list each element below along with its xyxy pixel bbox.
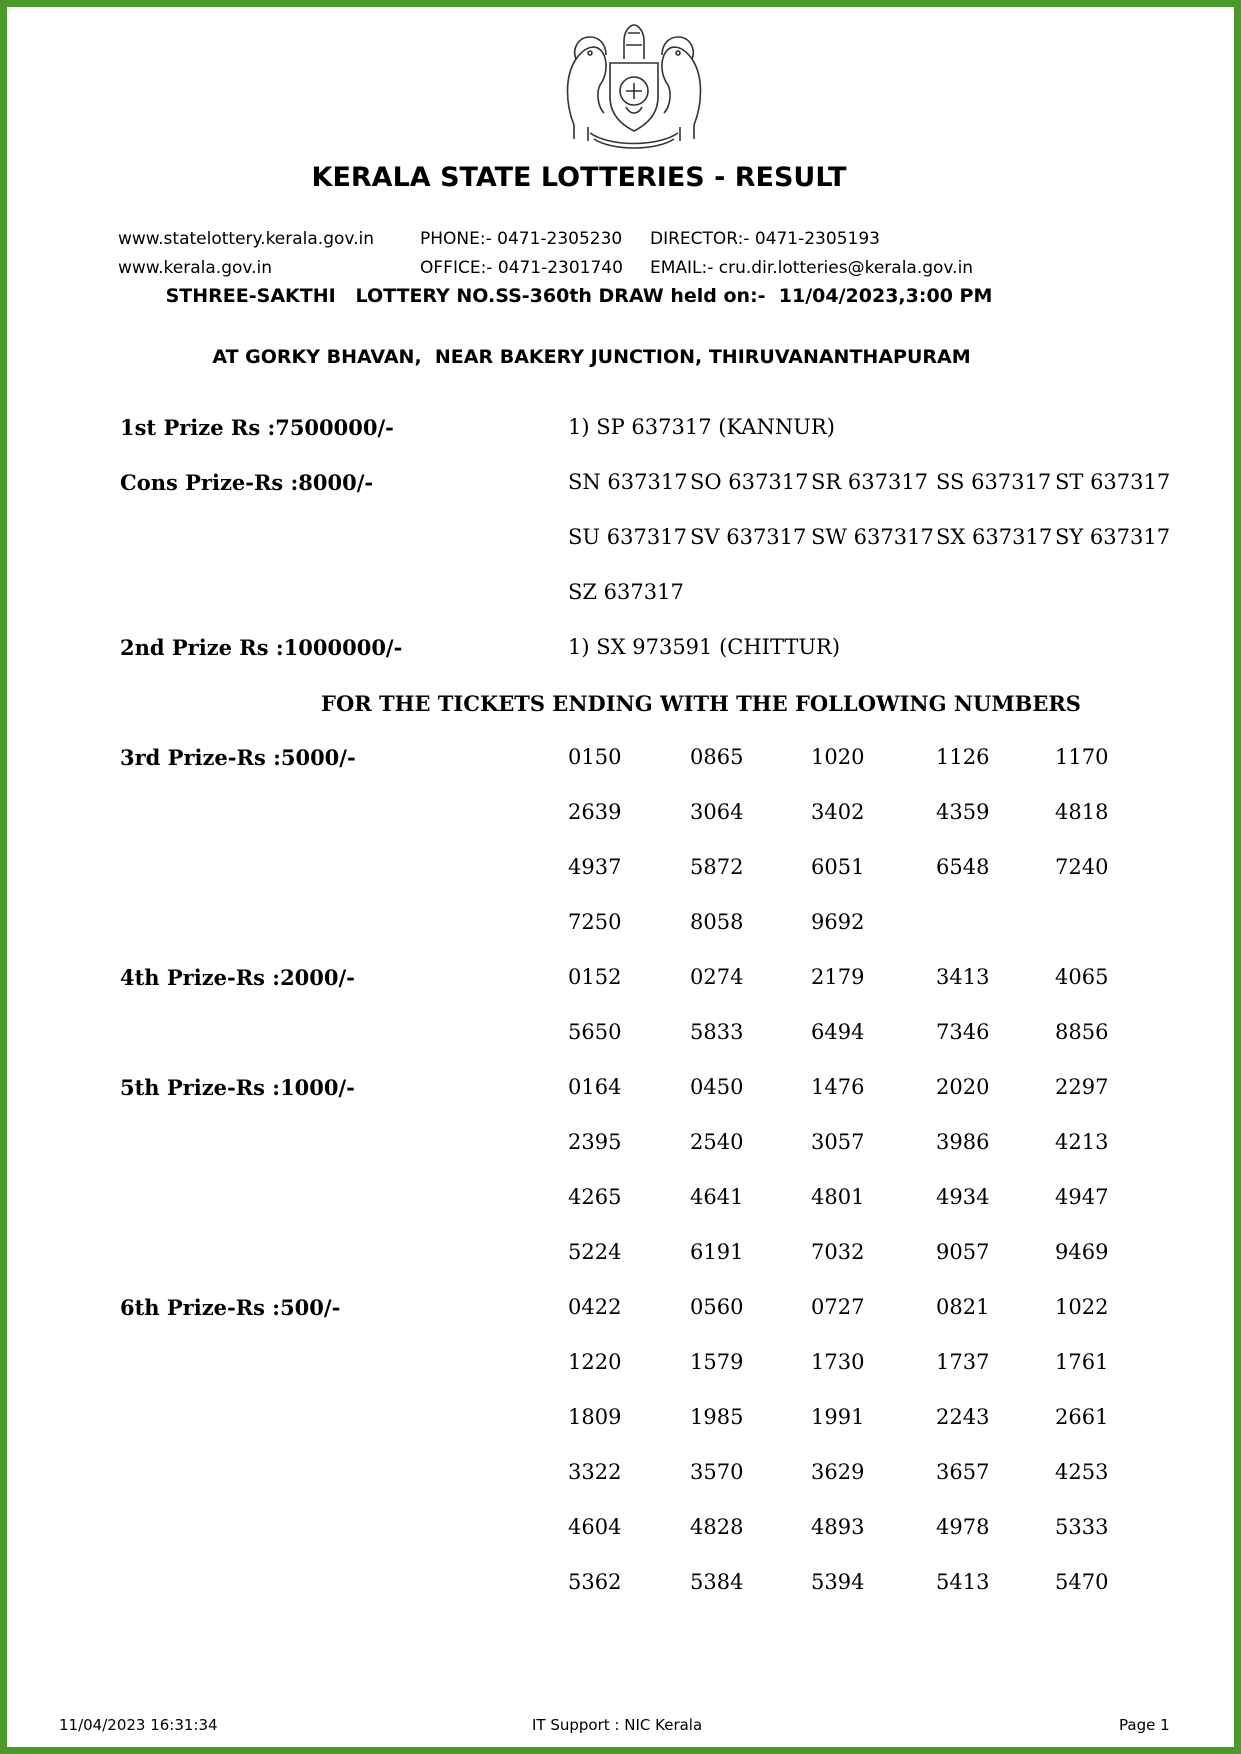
ticket-number: 8856 [1055, 1020, 1109, 1044]
ticket-number: 3322 [568, 1460, 622, 1484]
footer-page-number: Page 1 [1119, 1716, 1170, 1734]
phone-number: PHONE:- 0471-2305230 [420, 229, 623, 249]
ticket-number: 2297 [1055, 1075, 1109, 1099]
ticket-number: 5333 [1055, 1515, 1109, 1539]
cons-prize-label: Cons Prize-Rs :8000/- [120, 470, 374, 495]
ticket-number: 9057 [936, 1240, 990, 1264]
ticket-number: 0152 [568, 965, 622, 989]
ticket-number: 3057 [811, 1130, 865, 1154]
ticket-number: 2639 [568, 800, 622, 824]
ticket-number: 9469 [1055, 1240, 1109, 1264]
ticket-number: 2020 [936, 1075, 990, 1099]
director-number: DIRECTOR:- 0471-2305193 [650, 229, 880, 249]
ticket-number: 5362 [568, 1570, 622, 1594]
draw-details: STHREE-SAKTHI LOTTERY NO.SS-360th DRAW held on:- 11/04/2023,3:00 PM [165, 285, 993, 307]
ticket-number: 3657 [936, 1460, 990, 1484]
ticket-number: 4978 [936, 1515, 990, 1539]
ticket-number: 5413 [936, 1570, 990, 1594]
ticket-number: 4641 [690, 1185, 744, 1209]
cons-number: SO 637317 [690, 470, 809, 494]
ticket-number: 6051 [811, 855, 865, 879]
ticket-number: 1991 [811, 1405, 865, 1429]
ticket-number: 6494 [811, 1020, 865, 1044]
ticket-number: 4065 [1055, 965, 1109, 989]
cons-number: SV 637317 [690, 525, 807, 549]
sixth-prize-label: 6th Prize-Rs :500/- [120, 1295, 341, 1320]
first-prize-winner: 1) SP 637317 (KANNUR) [568, 415, 835, 439]
ticket-number: 7240 [1055, 855, 1109, 879]
ticket-number: 1737 [936, 1350, 990, 1374]
ticket-number: 0422 [568, 1295, 622, 1319]
ticket-number: 3413 [936, 965, 990, 989]
cons-number: SX 637317 [936, 525, 1053, 549]
office-number: OFFICE:- 0471-2301740 [420, 258, 623, 278]
cons-number: SS 637317 [936, 470, 1052, 494]
ticket-number: 0164 [568, 1075, 622, 1099]
ticket-number: 6548 [936, 855, 990, 879]
cons-number: ST 637317 [1055, 470, 1171, 494]
ticket-number: 3402 [811, 800, 865, 824]
ticket-number: 0727 [811, 1295, 865, 1319]
ticket-number: 1730 [811, 1350, 865, 1374]
ticket-number: 1020 [811, 745, 865, 769]
ticket-number: 4893 [811, 1515, 865, 1539]
ticket-number: 1985 [690, 1405, 744, 1429]
ticket-number: 1022 [1055, 1295, 1109, 1319]
ticket-number: 6191 [690, 1240, 744, 1264]
ending-numbers-heading: FOR THE TICKETS ENDING WITH THE FOLLOWING NUMBERS [321, 691, 1081, 716]
website-link-statelottery[interactable]: www.statelottery.kerala.gov.in [118, 229, 375, 249]
ticket-number: 1476 [811, 1075, 865, 1099]
ticket-number: 4818 [1055, 800, 1109, 824]
ticket-number: 5384 [690, 1570, 744, 1594]
page-title: KERALA STATE LOTTERIES - RESULT [311, 162, 847, 193]
second-prize-label: 2nd Prize Rs :1000000/- [120, 635, 403, 660]
ticket-number: 7032 [811, 1240, 865, 1264]
footer-support: IT Support : NIC Kerala [532, 1716, 703, 1734]
ticket-number: 7250 [568, 910, 622, 934]
cons-number: SU 637317 [568, 525, 687, 549]
ticket-number: 0821 [936, 1295, 990, 1319]
ticket-number: 5224 [568, 1240, 622, 1264]
ticket-number: 0865 [690, 745, 744, 769]
ticket-number: 3986 [936, 1130, 990, 1154]
ticket-number: 1220 [568, 1350, 622, 1374]
ticket-number: 4213 [1055, 1130, 1109, 1154]
ticket-number: 5872 [690, 855, 744, 879]
ticket-number: 1809 [568, 1405, 622, 1429]
ticket-number: 5650 [568, 1020, 622, 1044]
ticket-number: 0560 [690, 1295, 744, 1319]
cons-number: SN 637317 [568, 470, 688, 494]
ticket-number: 1170 [1055, 745, 1109, 769]
ticket-number: 4604 [568, 1515, 622, 1539]
ticket-number: 2395 [568, 1130, 622, 1154]
ticket-number: 0274 [690, 965, 744, 989]
ticket-number: 7346 [936, 1020, 990, 1044]
ticket-number: 3064 [690, 800, 744, 824]
draw-venue: AT GORKY BHAVAN, NEAR BAKERY JUNCTION, THIRUVANANTHAPURAM [212, 346, 971, 368]
footer-timestamp: 11/04/2023 16:31:34 [59, 1716, 218, 1734]
ticket-number: 1579 [690, 1350, 744, 1374]
cons-number: SR 637317 [811, 470, 929, 494]
ticket-number: 5470 [1055, 1570, 1109, 1594]
ticket-number: 2540 [690, 1130, 744, 1154]
cons-number: SY 637317 [1055, 525, 1171, 549]
cons-number: SZ 637317 [568, 580, 684, 604]
email-address[interactable]: EMAIL:- cru.dir.lotteries@kerala.gov.in [650, 258, 974, 278]
third-prize-label: 3rd Prize-Rs :5000/- [120, 745, 356, 770]
ticket-number: 4828 [690, 1515, 744, 1539]
ticket-number: 4947 [1055, 1185, 1109, 1209]
ticket-number: 2179 [811, 965, 865, 989]
second-prize-winner: 1) SX 973591 (CHITTUR) [568, 635, 841, 659]
ticket-number: 2661 [1055, 1405, 1109, 1429]
fifth-prize-label: 5th Prize-Rs :1000/- [120, 1075, 355, 1100]
ticket-number: 4359 [936, 800, 990, 824]
ticket-number: 9692 [811, 910, 865, 934]
ticket-number: 2243 [936, 1405, 990, 1429]
ticket-number: 8058 [690, 910, 744, 934]
ticket-number: 4265 [568, 1185, 622, 1209]
ticket-number: 0450 [690, 1075, 744, 1099]
ticket-number: 3570 [690, 1460, 744, 1484]
ticket-number: 4934 [936, 1185, 990, 1209]
website-link-kerala[interactable]: www.kerala.gov.in [118, 258, 273, 278]
cons-number: SW 637317 [811, 525, 934, 549]
ticket-number: 3629 [811, 1460, 865, 1484]
ticket-number: 4937 [568, 855, 622, 879]
first-prize-label: 1st Prize Rs :7500000/- [120, 415, 394, 440]
kerala-state-emblem-icon [560, 15, 708, 153]
fourth-prize-label: 4th Prize-Rs :2000/- [120, 965, 355, 990]
ticket-number: 1126 [936, 745, 990, 769]
ticket-number: 1761 [1055, 1350, 1109, 1374]
ticket-number: 0150 [568, 745, 622, 769]
ticket-number: 5833 [690, 1020, 744, 1044]
ticket-number: 5394 [811, 1570, 865, 1594]
ticket-number: 4801 [811, 1185, 865, 1209]
ticket-number: 4253 [1055, 1460, 1109, 1484]
